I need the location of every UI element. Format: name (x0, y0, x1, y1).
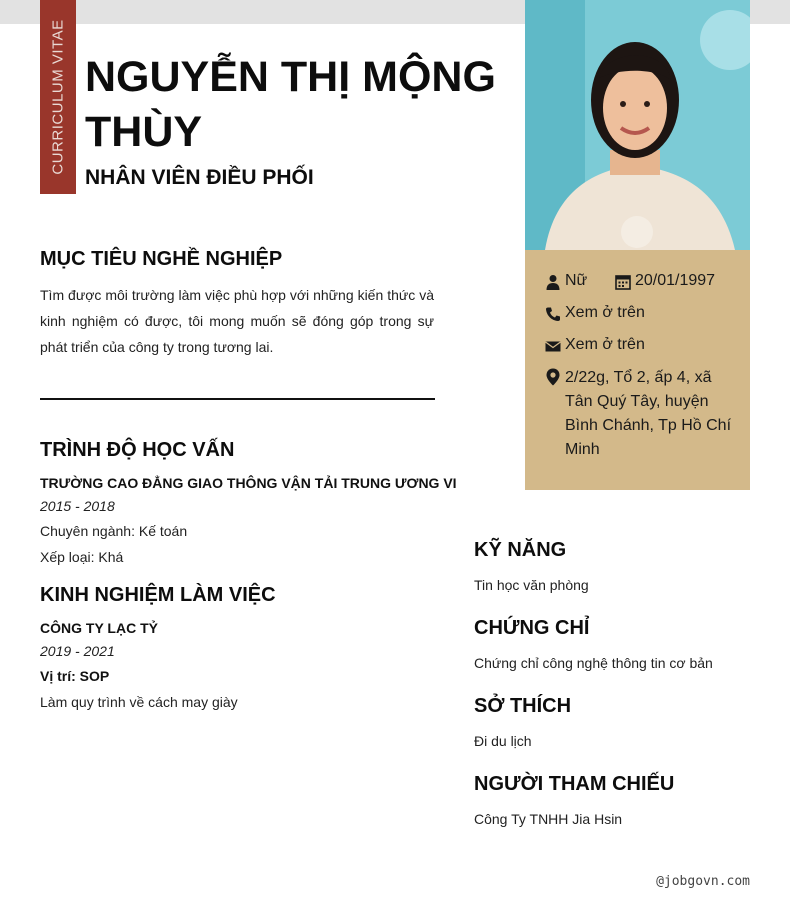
experience-description: Làm quy trình về cách may giày (40, 694, 238, 710)
section-divider (40, 398, 435, 400)
address-value: 2/22g, Tổ 2, ấp 4, xã Tân Quý Tây, huyện Bình Chánh, Tp Hồ Chí Minh (565, 369, 732, 458)
hobbies-title: SỞ THÍCH (474, 695, 572, 717)
badge-label: CURRICULUM VITAE (49, 19, 67, 175)
gender-row (545, 272, 587, 290)
experience-role: Vị trí: SOP (40, 668, 110, 684)
skills-text: Tin học văn phòng (474, 577, 589, 593)
hobbies-text: Đi du lịch (474, 733, 532, 749)
education-major: Chuyên ngành: Kế toán (40, 523, 188, 539)
job-position: NHÂN VIÊN ĐIỀU PHỐI (85, 166, 314, 189)
objective-title: MỤC TIÊU NGHỀ NGHIỆP (40, 248, 283, 270)
skills-title: KỸ NĂNG (474, 539, 567, 561)
email-row (545, 336, 645, 354)
email-value: Xem ở trên (565, 336, 645, 353)
references-title: NGƯỜI THAM CHIẾU (474, 773, 675, 795)
birthday-row (615, 272, 715, 290)
certificates-text: Chứng chỉ công nghệ thông tin cơ bản (474, 655, 713, 671)
certificates-title: CHỨNG CHỈ (474, 617, 590, 639)
experience-company: CÔNG TY LẠC TỶ (40, 620, 158, 636)
education-title: TRÌNH ĐỘ HỌC VẤN (40, 439, 235, 461)
person-icon (545, 272, 561, 290)
phone-value: Xem ở trên (565, 304, 645, 321)
objective-text: Tìm được môi trường làm việc phù hợp với những kiến thức và kinh nghiệm có được, tôi mong muốn sẽ đóng góp trong sự phát triển của công ty trong tương lai. (40, 287, 434, 355)
references-text: Công Ty TNHH Jia Hsin (474, 811, 623, 827)
envelope-icon (545, 336, 561, 354)
candidate-name: NGUYỄN THỊ MỘNG THÙY (85, 53, 496, 156)
location-pin-icon (545, 366, 561, 384)
education-school: TRƯỜNG CAO ĐẲNG GIAO THÔNG VẬN TẢI TRUNG ƯƠNG VI (40, 475, 457, 491)
calendar-icon (615, 272, 631, 290)
contact-info-box (525, 250, 750, 490)
gender-value: Nữ (565, 272, 588, 289)
curriculum-vitae-badge (40, 0, 76, 194)
watermark: @jobgovn.com (656, 874, 750, 889)
education-period: 2015 - 2018 (40, 498, 115, 514)
birthday-value: 20/01/1997 (635, 272, 716, 289)
education-grade: Xếp loại: Khá (40, 549, 124, 565)
phone-row (545, 304, 645, 322)
phone-icon (545, 304, 561, 322)
experience-period: 2019 - 2021 (40, 643, 115, 659)
profile-photo (525, 0, 750, 250)
address-row (545, 366, 735, 462)
experience-title: KINH NGHIỆM LÀM VIỆC (40, 584, 276, 606)
